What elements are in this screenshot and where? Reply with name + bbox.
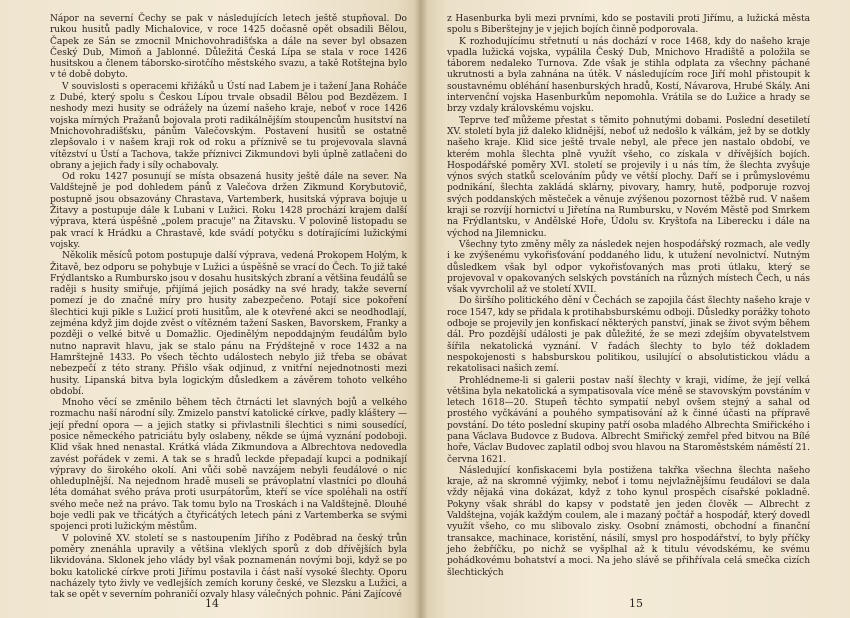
paragraph: Několik měsíců potom postupuje další výprava, vedená Prokopem Holým, k Žitavě, bez odporu se pohybuje v Lužici a úspěšně se vrací do Čech. To již také Frýdlantsko a Rumbursko jsou v dosahu husitských zbraní a většina feudálů se raději s husity smiřuje, přijímá jejich posádky na své hrady, takže severní pomezí je do značné míry pro husity zabezpečeno. Potají sice pokoření šlechtici kuji pikle s Lužicí proti husitům, ale k otevřené akci se neodhodlají, zejména když jim dojde zvěst o vítězném tažení Sasken, Bavorskem, Franky a později o velké bitvě u Domažlic. Ojedinělým nepoddajným feudálům bylo nutno napravit hlavu, jak se stalo pánu na Frýdštejně v roce 1432 a na Hamrštejně 1433. Po všech těchto událostech nebylo již třeba se obávat nebezpečí z této strany. Přišlo však odjinud, z vnitřní nejednotnosti mezi husity. Lipanská bitva byla logickým důsledkem a závěrem tohoto velkého období. xyxy=(50,251,407,397)
paragraph: Všechny tyto změny měly za následek nejen hospodářský rozmach, ale vedly i ke zvýšenému vykořisťování poddaného lidu, k utužení nevolnictví. Nutným důsledkem však byl odpor vykořisťovaných mas proti útlaku, který se projevoval v opakovaných selských povstáních na různých místech Čech, u nás však vyvrcholil až ve století XVII. xyxy=(447,239,810,296)
right-page xyxy=(421,0,850,618)
paragraph: Do širšího politického dění v Čechách se zapojila část šlechty našeho kraje v roce 1547, kdy se přidala k protihabsburskému odboji. Důsledky porážky tohoto odboje se projevily jen konfiskací některých panství, jinak se život svým během dál. Pro pozdější události je pak důležité, že se mezi zdejším obyvatelstvem šířila nekatolická vyznání. V řadách šlechty to bylo též dokladem nespokojenosti s habsburskou politikou, usilující o absolutistickou vládu a rekatolisaci našich zemí. xyxy=(447,296,810,375)
page-number: 15 xyxy=(629,597,643,610)
paragraph: Následující konfiskacemi byla postižena takřka všechna šlechta našeho kraje, až na skromné výjimky, neboť i tomu nejvlažnějšímu feudálovi se dala vždy nějaká vina dokázat, když z toho kynul prospěch císařské pokladně. Pokyny však shrábl do kapsy v podstatě jen jeden člověk — Albrecht z Valdštejna, voják každým coulem, ale i mazaný počtář a hospodář, který dovedl využít všeho, co mu slibovalo zisky. Osobní známosti, obchodní a finanční transakce, machinace, koristění, násilí, smysl pro hospodářství, to byly příčky jeho žebříčku, po nichž se vyšplhal až k titulu vévodskému, ke svému pohádkovému bohatství a moci. Na jeho slávě se přihřívala celá smečka cizích šlechtických xyxy=(447,465,810,578)
paragraph: z Hasenburka byli mezi prvními, kdo se postavili proti Jiřímu, a lužická města spolu s Biberštejny je v jejich bojích činně podporovala. xyxy=(447,14,810,36)
paragraph: V souvislosti s operacemi křižáků u Ústí nad Labem je i tažení Jana Roháče z Dubé, který spolu s Českou Lípou trvale obsadil Bělou pod Bezdězem. I neshody mezi husity se odrážely na území našeho kraje, neboť v roce 1426 vojska mírných Pražanů bojovala proti radikálnějším stoupencům husitství na Mnichovohradišťsku, pánům Valečovským. Postavení husitů se ostatně zlepšovalo i v našem kraji rok od roku a příznivě se tu projevovala slavná vítězství u Ústí a Tachova, takže příznivci Zikmundovi byli úplně zatlačeni do obrany a jejich řady i síly ochabovaly. xyxy=(50,81,407,171)
left-page xyxy=(0,0,421,618)
paragraph: V polovině XV. století se s nastoupením Jiřího z Poděbrad na český trůn poměry znenáhla upravily a většina vleklých sporů z dob dřívějších byla likvidována. Sklonek jeho vlády byl však poznamenán novými boji, když se po boku katolické církve proti Jiřímu postavila i část naší vysoké šlechty. Oporu nacházely tyto živly ve vedlejších zemích koruny české, ve Slezsku a Lužici, a tak se opět v severním pohraničí ozvaly hlasy válečných pohnic. Páni Zajícové xyxy=(50,533,407,601)
page-number: 14 xyxy=(205,597,219,610)
paragraph: Prohlédneme-li si galerii postav naší šlechty v kraji, vidíme, že její velká většina byla nekatolická a sympatisovala více méně se stavovským povstáním v letech 1618—20. Stupeň těchto sympatií nebyl ovšem stejný a sahal od prostého vyčkávání a pouhého sympatisování až k činné účasti na přípravě povstání. Do této poslední skupiny patří osoba mladého Albrechta Smiřického i pana Václava Budovce z Budova. Albrecht Smiřický zemřel před bitvou na Bílé hoře, Václav Budovec zaplatil odboj svou hlavou na Staroměstském náměstí 21. června 1621. xyxy=(447,375,810,465)
paragraph: Mnoho věcí se změnilo během těch čtrnácti let slavných bojů a velkého rozmachu naší národní síly. Zmizelo panství katolické církve, padly kláštery — její přední opora — a jejich statky si přivlastnili šlechtici s nimi sousedící, posice německého patriciátu byly oslabeny, někde se újmá vyznání podoboji. Klid však hned nenastal. Krátká vláda Zikmundova a Albrechtova nedovedla zavést pořádek v zemi. A tak se s hradů leckde přepadají kupci a podnikají výpravy do širokého okolí. Ani vůči sobě navzájem nebyli feudálové o nic ohleduplnější. Na nejednom hradě museli se právoplatní vlastníci po dlouhá léta domáhat svého práva proti usurpátorům, kteří se více spoléhali na ostří svého meče než na právo. Tak tomu bylo na Troskách i na Valdštejně. Dlouhé boje vedli pak ve třicátých a čtyřicátých letech páni z Vartemberka se svými spojenci proti lužickým městům. xyxy=(50,398,407,533)
paragraph: Teprve teď můžeme přestat s těmito pohnutými dobami. Poslední desetiletí XV. století byla již daleko klidnější, neboť už nedošlo k válkám, jež by se dotkly našeho kraje. Klid sice ještě trvale nebyl, ale přece jen nastalo období, ve kterém mohla šlechta plně využít všeho, co získala v dřívějších bojích. Hospodářské poměry XVI. století se projevily i u nás tím, že šlechta zvyšuje výnos svých statků scelováním půdy ve větší plochy. Daří se i průmyslovému podnikání, šlechta zakládá sklárny, pivovary, hamry, hutě, podporuje rozvoj svých poddanských městeček a věnuje zvýšenou pozornost těžbě rud. V našem kraji se rozvíjí hornictví u Jiřetína na Rumbursku, v Novém Městě pod Smrkem na Frýdlantsku, v Andělské Hoře, Údolu sv. Kryštofa na Liberecku i dále na východ na Jilemnicku. xyxy=(447,115,810,239)
paragraph: Od roku 1427 posunují se místa obsazená husity ještě dále na sever. Na Valdštejně je pod dohledem pánů z Valečova držen Zikmund Korybutovič, postupně jsou obsazovány Chrastava, Vartemberk, husitská výprava bojuje u Žitavy a postupuje dále k Lubani v Lužici. Roku 1428 prochází krajem další výprava, která úspěšně „polem pracuje" na Žitavsku. V polovině listopadu se pak vrací k Hrádku a Chrastavě, kde svádí potyčku s dotírajícími lužickými vojsky. xyxy=(50,172,407,250)
paragraph: K rozhodujícímu střetnutí u nás dochází v roce 1468, kdy do našeho kraje vpadla lužická vojska, vypálila Český Dub, Mnichovo Hradiště a položila se táborem nedaleko Turnova. Zde však je stihla odplata za všechny páchané ukrutnosti a byla zahnána na útěk. V následujícím roce Jiří mohl přistoupit k soustavnému obléhání hasenburských hradů, Kostí, Návarova, Hrubé Skály. Ani intervenční vojska Hasenburkům nepomohla. Vrátila se do Lužice a hrady se brzy vzdaly královskému vojsku. xyxy=(447,36,810,115)
paragraph: Nápor na severní Čechy se pak v následujících letech ještě stupňoval. Do rukou husitů padly Michalovice, v roce 1425 dočasně opět obsadili Bělou, Čapek ze Sán se zmocnil Mnichovohradišťska a dále na sever byl obsazen Český Dub, Mimoň a Jablonné. Důležitá Česká Lípa se stala v roce 1426 husitskou a členem táborsko-sirotčího městského svazu, a takě Rotštejna bylo v té době dobyto. xyxy=(50,14,407,81)
